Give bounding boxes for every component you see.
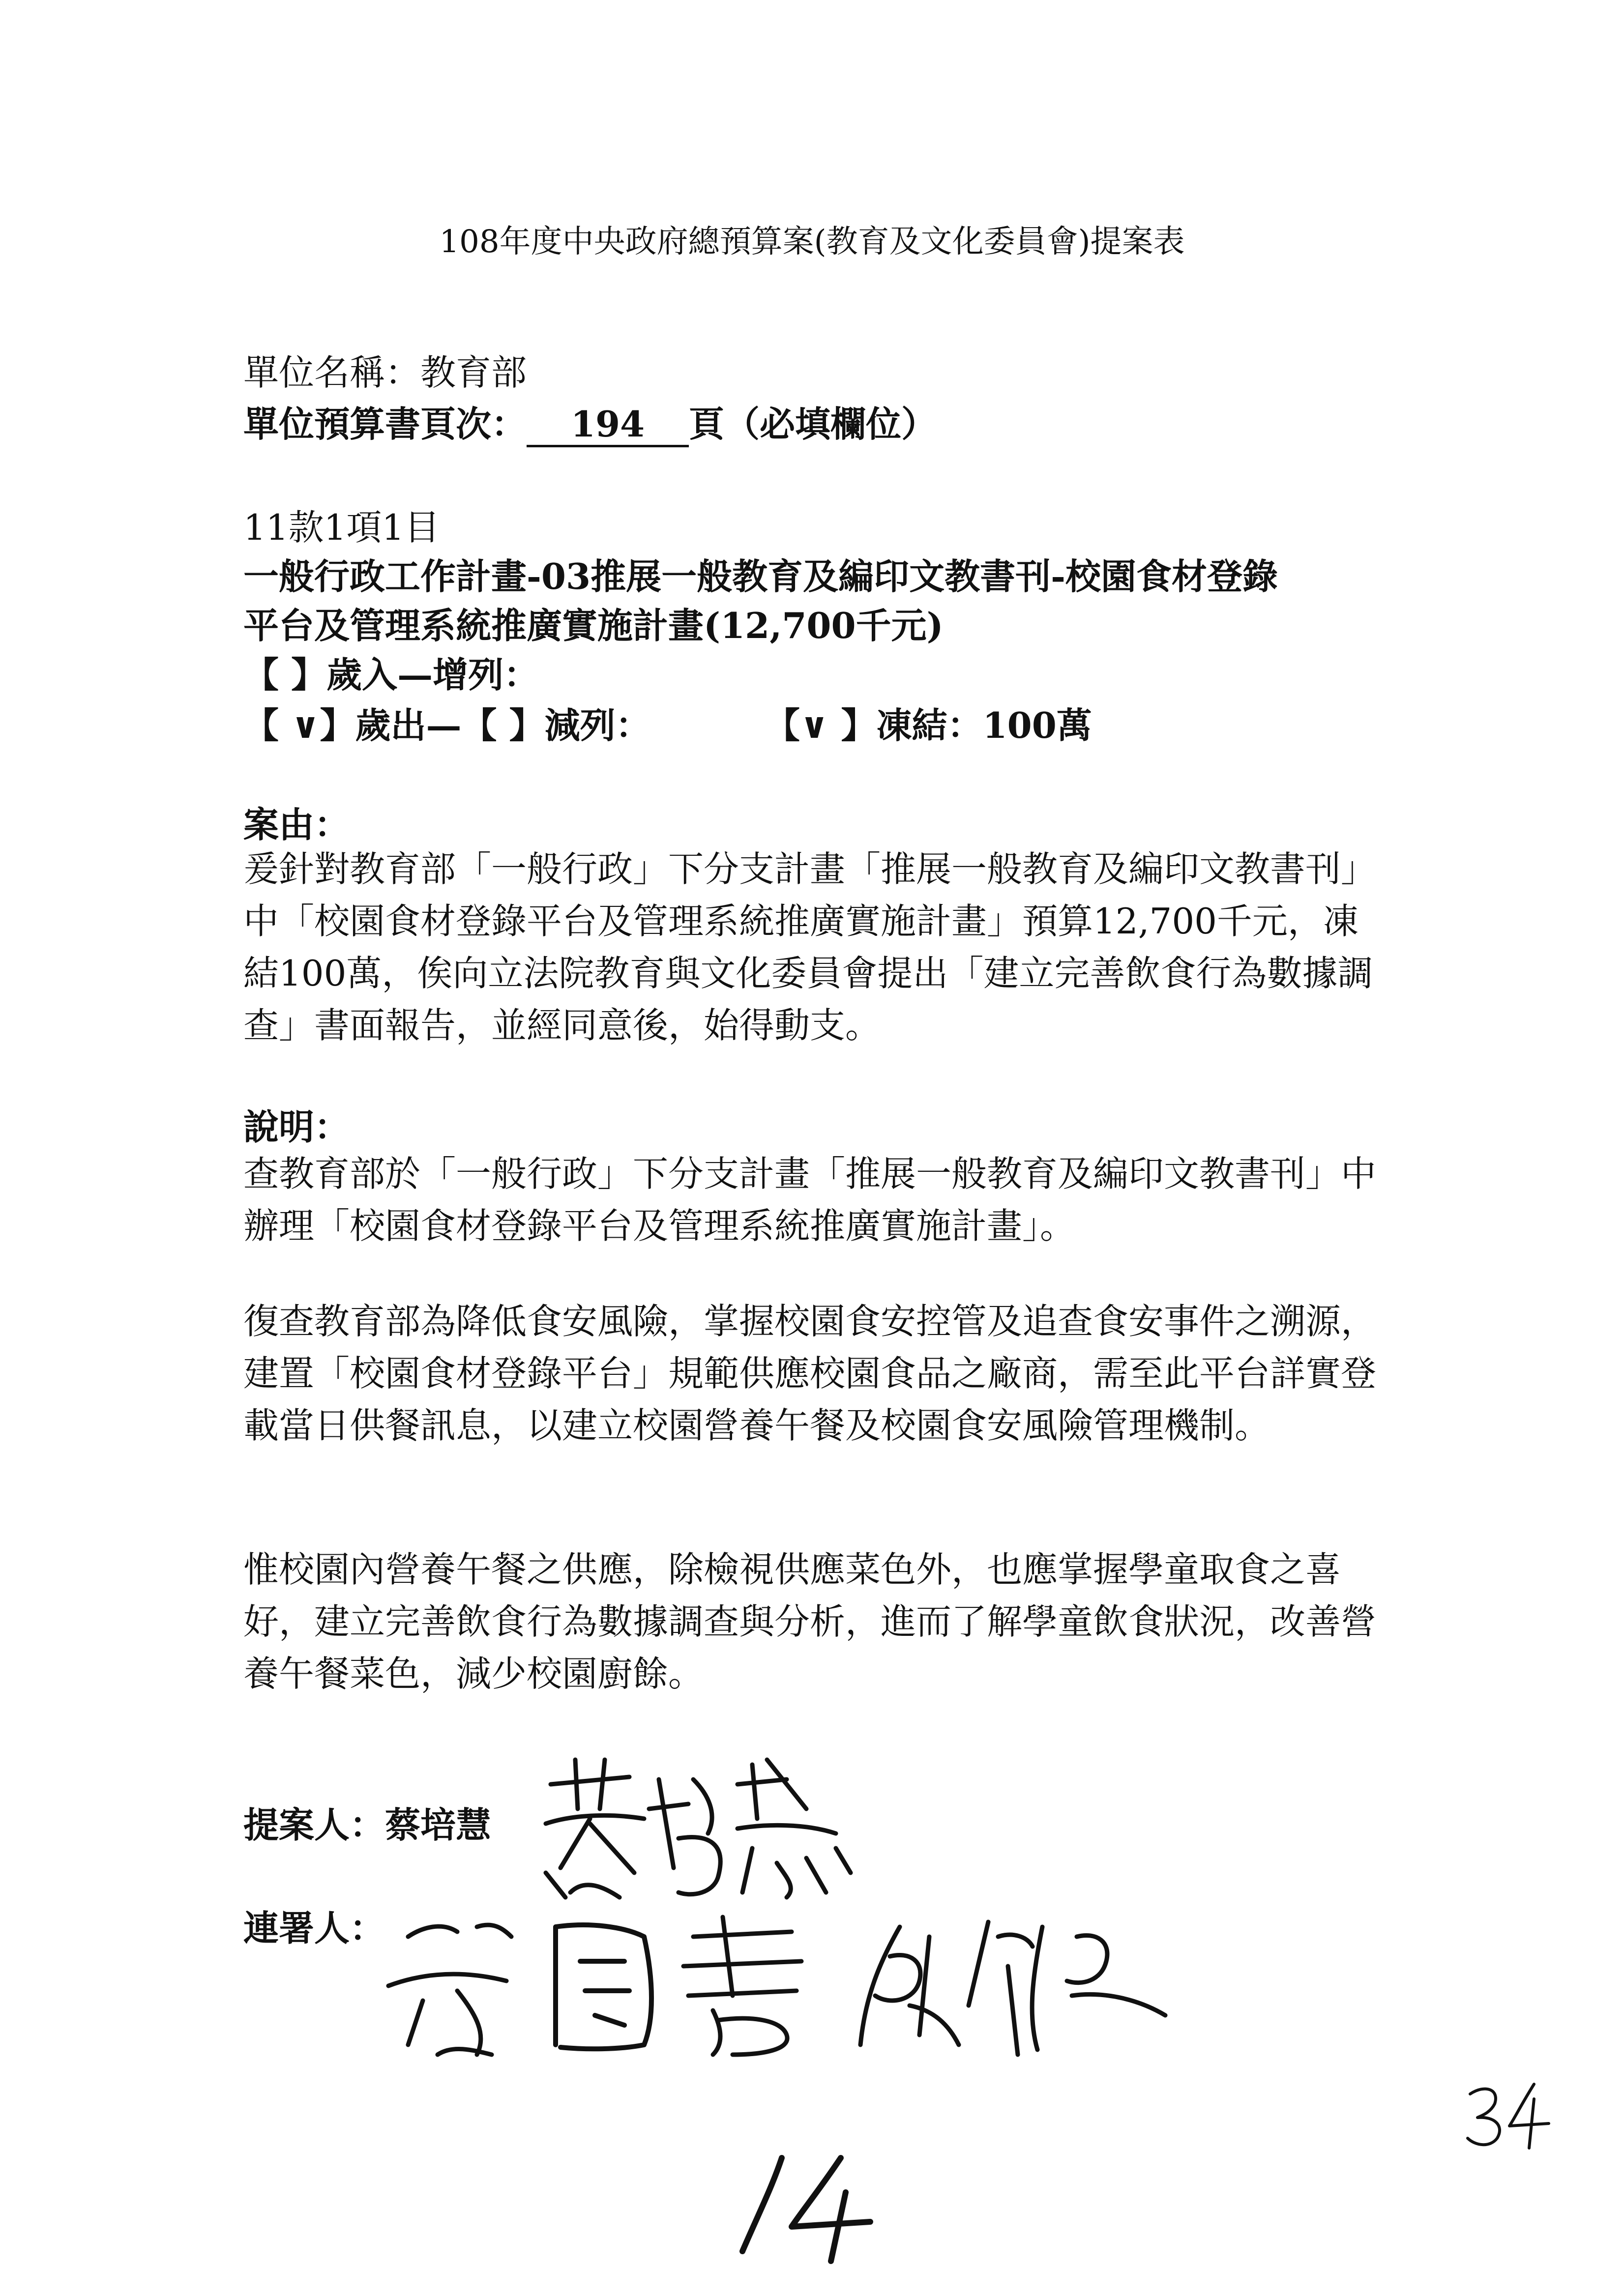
reason-heading: 案由：	[243, 804, 350, 845]
item-code: 11款1項1目	[243, 507, 440, 548]
cosigner-signatures	[379, 1907, 1190, 2064]
reason-text: 爰針對教育部「一般行政」下分支計畫「推展一般教育及編印文教書刊」中「校園食材登錄平台及管理系統推廣實施計畫」預算12,700千元，凍結100萬，俟向立法院教育與文化委員會提出「建立完善飲食行為數據調查」書面報告，並經同意後，始得動支。	[243, 848, 1377, 1046]
freeze-line: 【∨ 】凍結：100萬	[765, 704, 1092, 746]
corner-number-mark	[1460, 2079, 1559, 2153]
proposer-signature	[531, 1750, 865, 1912]
budget-page-value: 194	[527, 403, 689, 447]
unit-name: 單位名稱：教育部	[243, 352, 527, 393]
document-title: 108年度中央政府總預算案(教育及文化委員會)提案表	[439, 224, 1185, 260]
budget-page-line	[243, 396, 937, 447]
proposer-label: 提案人：蔡培慧	[243, 1804, 492, 1846]
page-number: 14	[777, 2261, 778, 2262]
explain-paragraph-1: 查教育部於「一般行政」下分支計畫「推展一般教育及編印文教書刊」中辦理「校園食材登錄平台及管理系統推廣實施計畫」。	[243, 1153, 1377, 1247]
plan-name-line2: 平台及管理系統推廣實施計畫(12,700千元)	[243, 605, 944, 646]
budget-page-label: 單位預算書頁次：	[243, 403, 527, 445]
page-number-mark	[723, 2148, 890, 2266]
explain-heading: 說明：	[243, 1106, 350, 1148]
plan-name-line1: 一般行政工作計畫-03推展一般教育及編印文教書刊-校園食材登錄	[243, 555, 1278, 597]
revenue-line: 【 】歲入—增列：	[243, 654, 539, 696]
explain-paragraph-2: 復查教育部為降低食安風險，掌握校園食安控管及追查食安事件之溯源，建置「校園食材登錄平台」規範供應校園食品之廠商，需至此平台詳實登載當日供餐訊息，以建立校園營養午餐及校園食安風險管理機制。	[243, 1301, 1377, 1446]
cosigner-label: 連署人：	[243, 1907, 385, 1949]
expense-line: 【 ∨】歲出—【 】減列：	[243, 704, 651, 746]
explain-paragraph-3: 惟校園內營養午餐之供應，除檢視供應菜色外，也應掌握學童取食之喜好，建立完善飲食行為數據調查與分析，進而了解學童飲食狀況，改善營養午餐菜色，減少校園廚餘。	[243, 1549, 1377, 1694]
budget-page-suffix: 頁（必填欄位）	[689, 403, 937, 445]
